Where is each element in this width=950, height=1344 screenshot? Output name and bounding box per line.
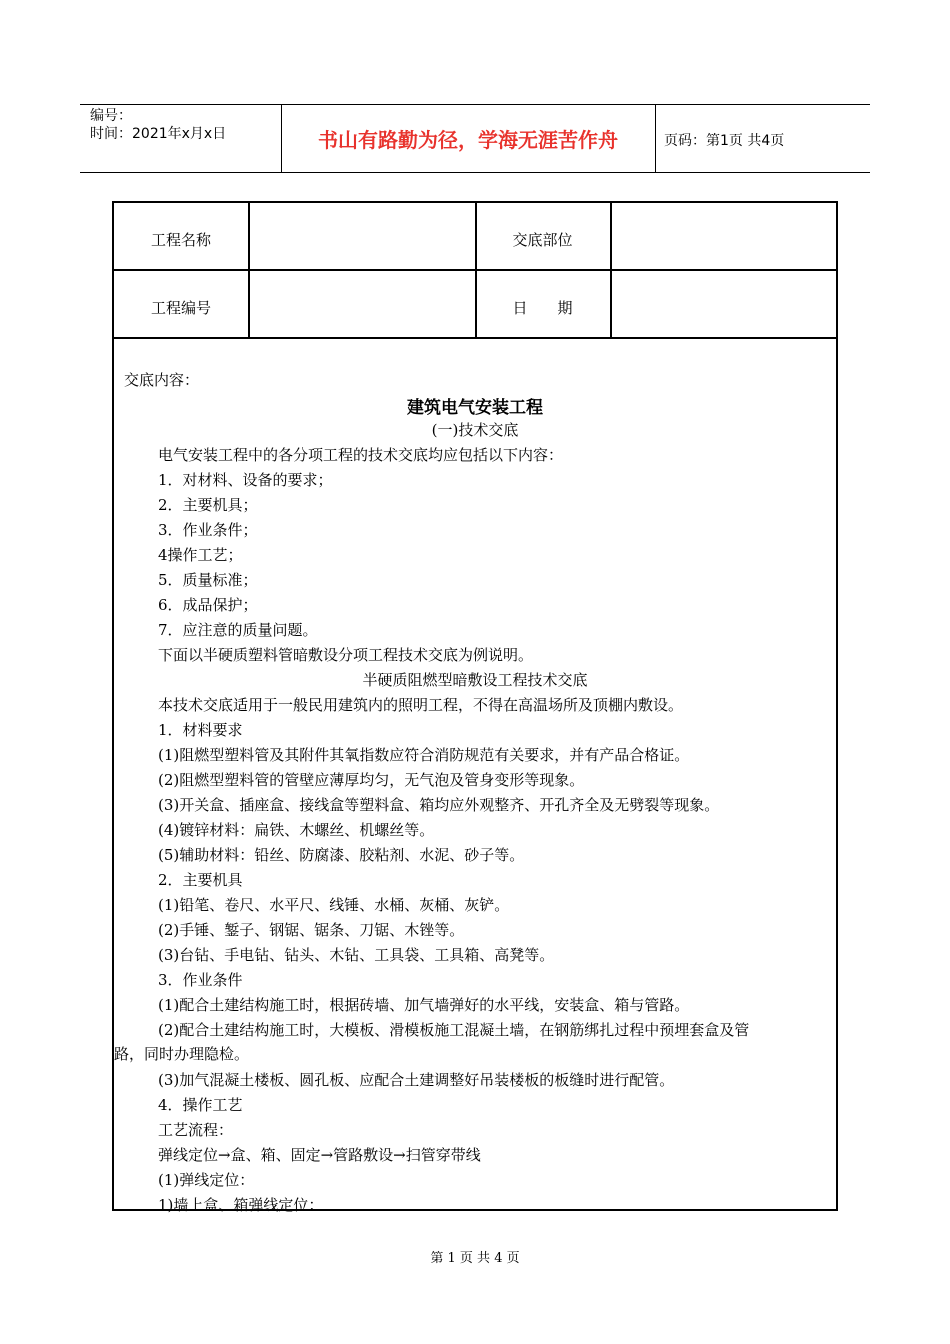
content-line: 工艺流程： <box>158 1121 234 1139</box>
handover-part-label: 交底部位 <box>512 231 573 249</box>
content-line: 4．操作工艺 <box>158 1096 243 1114</box>
content-line: (2)手锤、錾子、钢锯、锯条、刀锯、木锉等。 <box>158 921 465 939</box>
content-title: 建筑电气安装工程 <box>407 398 543 418</box>
content-heading: 交底内容： <box>124 371 200 389</box>
header-meta <box>90 107 226 143</box>
project-name-label: 工程名称 <box>150 231 211 249</box>
content-line: 本技术交底适用于一般民用建筑内的照明工程，不得在高温场所及顶棚内敷设。 <box>158 696 684 714</box>
form-col-divider-3 <box>610 203 612 337</box>
content-line-wrap-cont: 路，同时办理隐检。 <box>114 1045 250 1063</box>
form-col-divider-1 <box>248 203 250 337</box>
content-line: (1)弹线定位： <box>158 1171 255 1189</box>
handover-form <box>112 201 838 1214</box>
content-line: 电气安装工程中的各分项工程的技术交底均应包括以下内容： <box>158 446 564 464</box>
content-line: (3)开关盒、插座盒、接线盒等塑料盒、箱均应外观整齐、开孔齐全及无劈裂等现象。 <box>158 796 720 814</box>
header-top-rule <box>80 104 870 105</box>
content-line-wrap: (2)配合土建结构施工时，大模板、滑模板施工混凝土墙，在钢筋绑扎过程中预埋套盒及管 <box>158 1021 750 1039</box>
content-line: 下面以半硬质塑料管暗敷设分项工程技术交底为例说明。 <box>158 646 534 664</box>
content-line: (4)镀锌材料：扁铁、木螺丝、机螺丝等。 <box>158 821 435 839</box>
content-line: 2．主要机具 <box>158 871 243 889</box>
content-line: 7．应注意的质量问题。 <box>158 621 318 639</box>
header-number-label: 编号： <box>90 108 132 124</box>
content-subtitle: (一)技术交底 <box>431 421 519 439</box>
content-line: (2)阻燃型塑料管的管壁应薄厚均匀，无气泡及管身变形等现象。 <box>158 771 585 789</box>
content-line: (5)辅助材料：铅丝、防腐漆、胶粘剂、水泥、砂子等。 <box>158 846 525 864</box>
date-label: 日 期 <box>512 299 573 317</box>
content-line: (3)台钻、手电钻、钻头、木钻、工具袋、工具箱、高凳等。 <box>158 946 555 964</box>
header-time-label: 时间：2021年x月x日 <box>90 126 227 142</box>
content-line: 5．质量标准； <box>158 571 258 589</box>
content-line: (1)铅笔、卷尺、水平尺、线锤、水桶、灰桶、灰铲。 <box>158 896 510 914</box>
header-divider-right <box>655 104 656 172</box>
content-line: 2．主要机具； <box>158 496 258 514</box>
section-title: 半硬质阻燃型暗敷设工程技术交底 <box>362 671 588 689</box>
content-line: 4操作工艺； <box>158 546 243 564</box>
content-line: 6．成品保护； <box>158 596 258 614</box>
content-line: (1)配合土建结构施工时，根据砖墙、加气墙弹好的水平线，安装盒、箱与管路。 <box>158 996 690 1014</box>
project-number-label: 工程编号 <box>150 299 211 317</box>
content-line: (1)阻燃型塑料管及其附件其氧指数应符合消防规范有关要求，并有产品合格证。 <box>158 746 690 764</box>
header-bottom-rule <box>80 172 870 173</box>
header-motto: 书山有路勤为径，学海无涯苦作舟 <box>318 128 618 152</box>
content-line: 3．作业条件； <box>158 521 258 539</box>
content-line: 3．作业条件 <box>158 971 243 989</box>
content-line: (3)加气混凝土楼板、圆孔板、应配合土建调整好吊装楼板的板缝时进行配管。 <box>158 1071 675 1089</box>
content-line: 1．对材料、设备的要求； <box>158 471 333 489</box>
form-row-divider-2 <box>114 337 836 339</box>
content-line: 1．材料要求 <box>158 721 243 739</box>
content-line: 弹线定位→盒、箱、固定→管路敷设→扫管穿带线 <box>158 1146 481 1164</box>
page-footer: 第 1 页 共 4 页 <box>430 1251 520 1266</box>
content-line: 1)墙上盒、箱弹线定位： <box>158 1196 324 1214</box>
header-page-info: 页码：第1页 共4页 <box>664 133 785 149</box>
